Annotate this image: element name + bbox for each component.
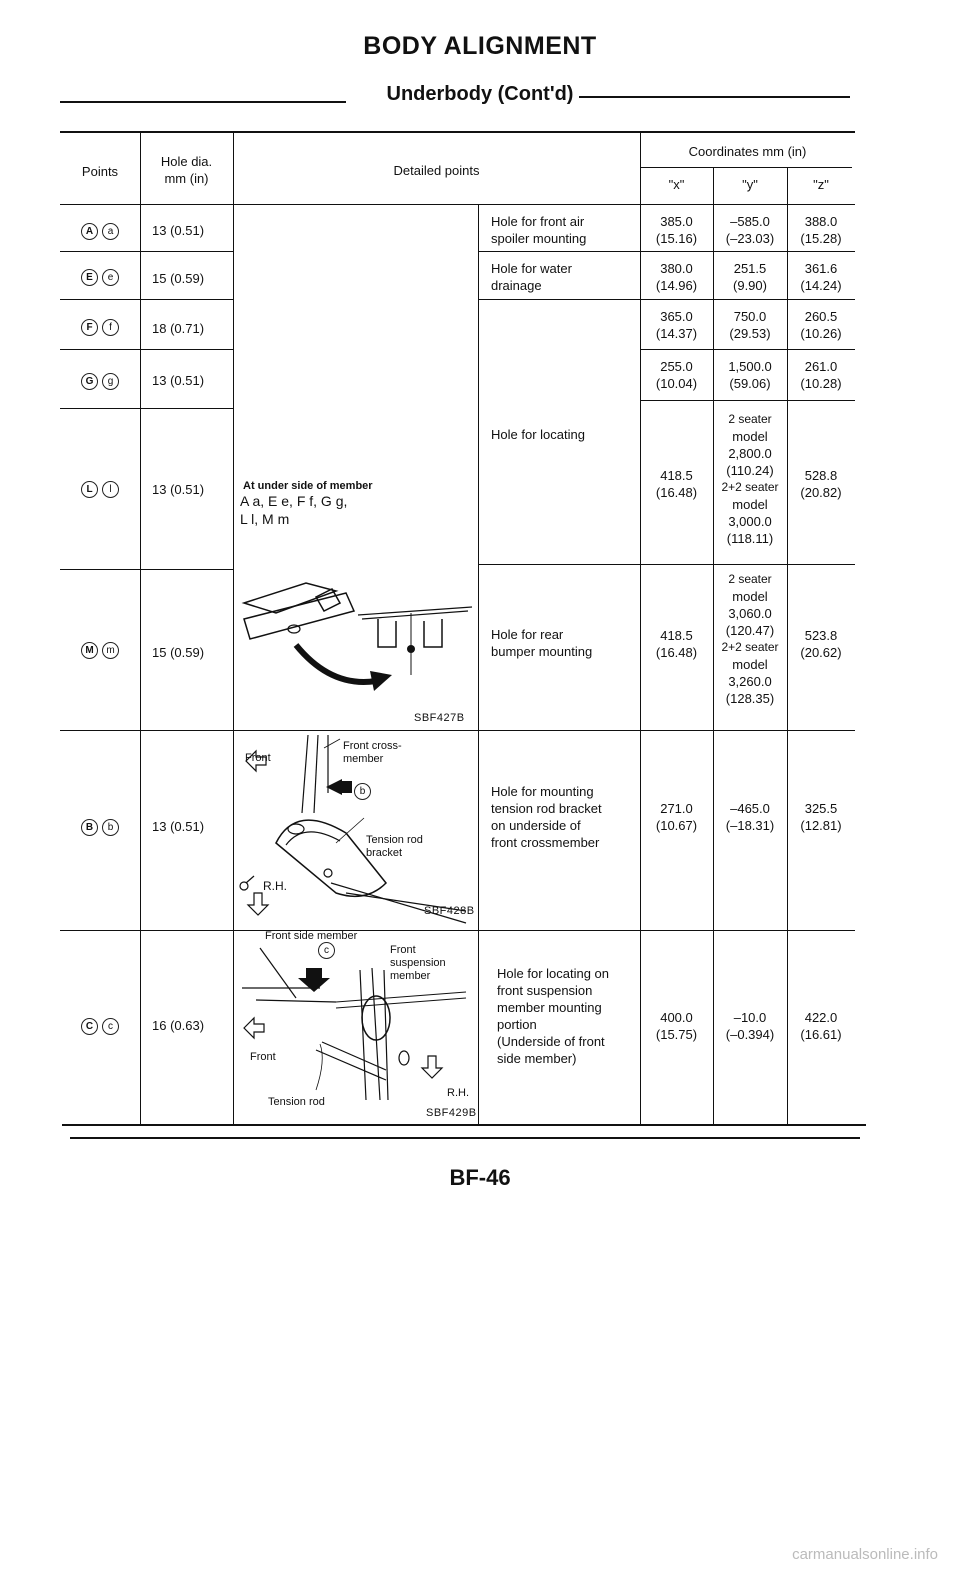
row-rule-3a xyxy=(60,349,233,350)
value-line: (9.90) xyxy=(733,278,767,293)
desc-line: side member) xyxy=(497,1051,577,1066)
value-line: 260.5 xyxy=(804,309,838,324)
fig3-front-label: Front xyxy=(250,1051,276,1063)
row-7-x xyxy=(640,800,713,834)
table-bottom-rule-2 xyxy=(70,1137,860,1139)
value-line: 2,800.0 xyxy=(728,446,772,461)
fig3-suspension-line3: member xyxy=(390,970,431,982)
value-line: 418.5 xyxy=(660,468,693,483)
fig1-note: At under side of member xyxy=(243,480,373,492)
table-bottom-rule xyxy=(62,1124,866,1126)
value-line: 422.0 xyxy=(804,1010,838,1025)
value-line: (120.47) xyxy=(725,623,775,638)
value-line: 255.0 xyxy=(660,359,693,374)
row-1-x xyxy=(640,213,713,247)
header-coordinates: Coordinates mm (in) xyxy=(688,144,807,159)
point-label-lower: a xyxy=(102,223,119,240)
desc-line: Hole for locating xyxy=(491,427,585,442)
value-line: 2+2 seater xyxy=(721,640,779,654)
page-number: BF-46 xyxy=(449,1165,511,1190)
row-3-points xyxy=(60,318,140,336)
value-line: model xyxy=(732,497,768,512)
row-8-z xyxy=(787,1009,855,1043)
value-line: (128.35) xyxy=(725,691,775,706)
row-7-desc xyxy=(491,783,636,851)
fig2-crossmember-line2: member xyxy=(343,753,384,765)
value-line: (110.24) xyxy=(726,463,774,478)
row-7-y xyxy=(713,800,787,834)
row-8-dia: 16 (0.63) xyxy=(152,1018,205,1033)
page-subtitle xyxy=(0,83,960,106)
row-3-x xyxy=(640,308,713,342)
value-line: 261.0 xyxy=(804,359,838,374)
row-6-desc xyxy=(491,626,636,660)
desc-line: Hole for front air xyxy=(491,214,585,229)
point-label-upper: C xyxy=(81,1018,98,1035)
row-6-points xyxy=(60,641,140,659)
desc-line: tension rod bracket xyxy=(491,801,602,816)
value-line: 365.0 xyxy=(660,309,693,324)
row-2-x xyxy=(640,260,713,294)
value-line: (14.37) xyxy=(655,326,698,341)
desc-line: front suspension xyxy=(497,983,593,998)
coords-subheader-rule xyxy=(640,167,852,168)
row-7-z xyxy=(787,800,855,834)
point-label-upper: E xyxy=(81,269,98,286)
page-title: BODY ALIGNMENT xyxy=(363,32,597,60)
fig1-bottom-rule xyxy=(233,730,478,731)
col-rule-3 xyxy=(478,205,479,1124)
value-line: 271.0 xyxy=(660,801,693,816)
value-line: 750.0 xyxy=(733,309,767,324)
row-5-z xyxy=(787,467,855,501)
point-label-lower: f xyxy=(102,319,119,336)
desc-line: Hole for rear xyxy=(491,627,564,642)
fig2-crossmember-label xyxy=(343,740,402,766)
row-rule-2a xyxy=(60,299,233,300)
subtitle-text: Underbody (Cont'd) xyxy=(381,83,580,105)
row-5-desc xyxy=(491,426,636,443)
desc-line: bumper mounting xyxy=(491,644,593,659)
value-line: 418.5 xyxy=(660,628,693,643)
header-points: Points xyxy=(81,164,119,179)
desc-line: portion xyxy=(497,1017,537,1032)
row-6-z xyxy=(787,627,855,661)
value-line: 3,060.0 xyxy=(728,606,772,621)
row-4-dia: 13 (0.51) xyxy=(152,373,205,388)
desc-line: Hole for water xyxy=(491,261,572,276)
point-label-upper: F xyxy=(81,319,98,336)
value-line: 3,260.0 xyxy=(728,674,772,689)
desc-line: on underside of xyxy=(491,818,581,833)
fig2-tension-line1: Tension rod xyxy=(366,834,423,846)
point-label-lower: l xyxy=(102,481,119,498)
fig3-suspension-drawing xyxy=(236,940,476,1110)
table-top-rule xyxy=(60,131,855,133)
point-label-upper: M xyxy=(81,642,98,659)
point-c-marker: c xyxy=(318,942,335,959)
front-arrow-icon xyxy=(244,1018,264,1038)
header-y: "y" xyxy=(742,177,758,192)
value-line: –585.0 xyxy=(730,214,770,229)
row-8-desc xyxy=(497,965,637,1067)
fig2-crossmember-line1: Front cross- xyxy=(343,740,402,752)
row-3-z xyxy=(787,308,855,342)
value-line: 325.5 xyxy=(804,801,838,816)
value-line: 361.6 xyxy=(804,261,838,276)
watermark: carmanualsonline.info xyxy=(792,1546,938,1563)
row-4-points xyxy=(60,372,140,390)
value-line: (20.62) xyxy=(800,645,842,660)
point-label-upper: A xyxy=(81,223,98,240)
row-5-y xyxy=(713,411,787,547)
fig3-suspension-line2: suspension xyxy=(390,957,446,969)
row-8-x xyxy=(640,1009,713,1043)
point-label-lower: g xyxy=(102,373,119,390)
col-rule-2 xyxy=(233,133,234,1124)
row-7-dia: 13 (0.51) xyxy=(152,819,205,834)
row-rule-4b xyxy=(640,400,855,401)
value-line: (–23.03) xyxy=(725,231,775,246)
row-7-points xyxy=(60,818,140,836)
value-line: 400.0 xyxy=(660,1010,693,1025)
value-line: (10.26) xyxy=(800,326,842,341)
row-6-x xyxy=(640,627,713,661)
row-5-dia: 13 (0.51) xyxy=(152,482,205,497)
header-hole-dia-line2: mm (in) xyxy=(164,171,209,186)
point-label-lower: c xyxy=(102,1018,119,1035)
value-line: model xyxy=(732,589,768,604)
value-line: (–0.394) xyxy=(725,1027,775,1042)
value-line: (15.75) xyxy=(655,1027,698,1042)
desc-line: (Underside of front xyxy=(497,1034,605,1049)
point-label-lower: b xyxy=(102,819,119,836)
value-line: 528.8 xyxy=(804,468,838,483)
value-line: (20.82) xyxy=(800,485,842,500)
row-rule-4a xyxy=(60,408,233,409)
row-8-points xyxy=(60,1017,140,1035)
row-2-y xyxy=(713,260,787,294)
value-line: (10.04) xyxy=(655,376,698,391)
value-line: model xyxy=(732,429,768,444)
fig1-points-line2: L l, M m xyxy=(240,511,290,527)
row-2-z xyxy=(787,260,855,294)
row-1-dia: 13 (0.51) xyxy=(152,223,205,238)
value-line: –465.0 xyxy=(730,801,770,816)
header-x: "x" xyxy=(668,177,685,192)
row-1-points xyxy=(60,222,140,240)
fig3-rh-label: R.H. xyxy=(447,1087,469,1099)
value-line: (29.53) xyxy=(729,326,771,341)
value-line: (15.28) xyxy=(800,231,842,246)
value-line: 385.0 xyxy=(660,214,693,229)
value-line: (59.06) xyxy=(729,376,771,391)
value-line: 3,000.0 xyxy=(728,514,772,529)
value-line: 380.0 xyxy=(660,261,693,276)
table-header-rule xyxy=(60,204,855,205)
desc-line: drainage xyxy=(491,278,542,293)
value-line: 2 seater xyxy=(728,572,772,586)
row-rule-5b xyxy=(478,564,855,565)
row-2-dia: 15 (0.59) xyxy=(152,271,205,286)
fig3-tension-label: Tension rod xyxy=(268,1096,325,1108)
row-1-y xyxy=(713,213,787,247)
value-line: 523.8 xyxy=(804,628,838,643)
value-line: 388.0 xyxy=(804,214,838,229)
value-line: (10.28) xyxy=(800,376,842,391)
value-line: (14.96) xyxy=(655,278,698,293)
row-6-y xyxy=(713,571,787,707)
point-label-lower: e xyxy=(102,269,119,286)
value-line: model xyxy=(732,657,768,672)
row-3-y xyxy=(713,308,787,342)
value-line: (16.48) xyxy=(655,485,698,500)
fig3-code: SBF429B xyxy=(426,1107,477,1119)
desc-line: member mounting xyxy=(497,1000,602,1015)
point-label-upper: L xyxy=(81,481,98,498)
fig2-rh-label: R.H. xyxy=(263,879,287,893)
row-2-points xyxy=(60,268,140,286)
fig2-point-b xyxy=(352,783,373,800)
fig3-side-member-label: Front side member xyxy=(265,930,358,942)
row-2-desc xyxy=(491,260,636,294)
value-line: 2+2 seater xyxy=(721,480,779,494)
value-line: (14.24) xyxy=(800,278,842,293)
header-hole-dia-line1: Hole dia. xyxy=(160,154,213,169)
desc-line: front crossmember xyxy=(491,835,600,850)
header-hole-dia xyxy=(140,153,233,187)
rh-arrow-icon xyxy=(248,893,268,915)
value-line: –10.0 xyxy=(733,1010,767,1025)
value-line: (15.16) xyxy=(655,231,698,246)
value-line: 1,500.0 xyxy=(728,359,772,374)
row-4-z xyxy=(787,358,855,392)
col-rule-1 xyxy=(140,133,141,1124)
point-label-upper: B xyxy=(81,819,98,836)
fig2-code: SBF428B xyxy=(424,905,475,917)
value-line: (16.61) xyxy=(800,1027,842,1042)
fig2-front-label: Front xyxy=(245,752,271,764)
row-rule-2b xyxy=(478,299,855,300)
row-rule-1a xyxy=(60,251,233,252)
desc-line: Hole for locating on xyxy=(497,966,610,981)
value-line: (118.11) xyxy=(726,531,774,546)
row-8-y xyxy=(713,1009,787,1043)
value-line: (–18.31) xyxy=(725,818,775,833)
row-3-dia: 18 (0.71) xyxy=(152,321,205,336)
rh-arrow-icon xyxy=(422,1056,442,1078)
fig1-member-drawing xyxy=(236,563,476,713)
row-rule-7 xyxy=(60,930,855,931)
fig2-tension-label xyxy=(366,834,423,860)
row-5-points xyxy=(60,480,140,498)
desc-line: Hole for mounting xyxy=(491,784,594,799)
value-line: 251.5 xyxy=(733,261,767,276)
row-4-y xyxy=(713,358,787,392)
header-detailed-points: Detailed points xyxy=(393,163,480,178)
row-5-x xyxy=(640,467,713,501)
row-1-z xyxy=(787,213,855,247)
row-6-dia: 15 (0.59) xyxy=(152,645,205,660)
point-b-marker: b xyxy=(354,783,371,800)
row-4-x xyxy=(640,358,713,392)
value-line: (16.48) xyxy=(655,645,698,660)
row-rule-1b xyxy=(478,251,855,252)
row-1-desc xyxy=(491,213,636,247)
point-label-upper: G xyxy=(81,373,98,390)
point-label-lower: m xyxy=(102,642,119,659)
fig1-points-line1: A a, E e, F f, G g, xyxy=(240,493,348,509)
value-line: 2 seater xyxy=(728,412,772,426)
fig1-code: SBF427B xyxy=(414,712,465,724)
row-rule-3b xyxy=(640,349,855,350)
desc-line: spoiler mounting xyxy=(491,231,587,246)
value-line: (12.81) xyxy=(800,818,842,833)
fig2-tension-line2: bracket xyxy=(366,847,403,859)
header-z: "z" xyxy=(813,177,829,192)
fig3-suspension-line1: Front xyxy=(390,944,416,956)
value-line: (10.67) xyxy=(655,818,698,833)
row-rule-5a xyxy=(60,569,233,570)
fig1-points-bracket xyxy=(240,492,347,528)
